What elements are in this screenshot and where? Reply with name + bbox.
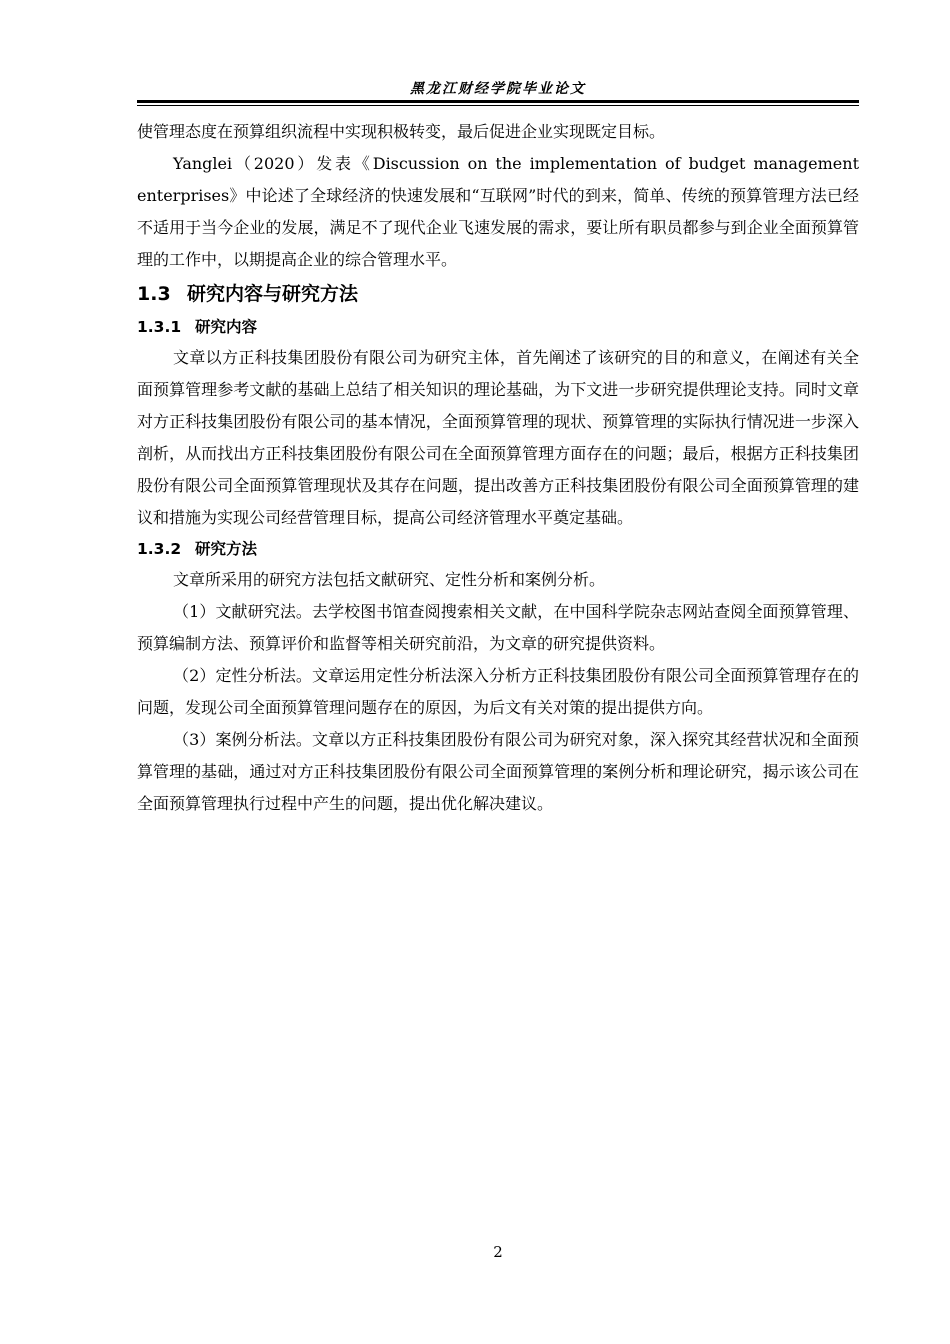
paragraph-methods-intro: 文章所采用的研究方法包括文献研究、定性分析和案例分析。	[173, 570, 606, 589]
header-rule-thin	[137, 105, 859, 106]
subsection-number: 1.3.2	[137, 540, 182, 558]
paragraph-method-qualitative: （2）定性分析法。文章运用定性分析法深入分析方正科技集团股份有限公司全面预算管理存在的问题，发现公司全面预算管理问题存在的原因，为后文有关对策的提出提供方向。	[137, 666, 859, 717]
subsection-number: 1.3.1	[137, 318, 182, 336]
page-header-title: 黑龙江财经学院毕业论文	[410, 81, 586, 97]
section-number: 1.3	[137, 283, 171, 305]
page-number: 2	[493, 1243, 503, 1261]
subsection-title: 研究内容	[195, 318, 258, 336]
subsection-title: 研究方法	[195, 540, 258, 558]
paragraph-method-case: （3）案例分析法。文章以方正科技集团股份有限公司为研究对象，深入探究其经营状况和全面预算管理的基础，通过对方正科技集团股份有限公司全面预算管理的案例分析和理论研究，揭示该公司在全面预算管理执行过程中产生的问题，提出优化解决建议。	[137, 730, 859, 813]
subsection-heading-1-3-1	[137, 312, 859, 342]
paragraph-continuation: 使管理态度在预算组织流程中实现积极转变，最后促进企业实现既定目标。	[137, 122, 666, 141]
header-rule-thick	[137, 100, 859, 103]
paragraph-research-content: 文章以方正科技集团股份有限公司为研究主体，首先阐述了该研究的目的和意义，在阐述有关全面预算管理参考文献的基础上总结了相关知识的理论基础，为下文进一步研究提供理论支持。同时文章对方正科技集团股份有限公司的基本情况，全面预算管理的现状、预算管理的实际执行情况进一步深入剖析，从而找出方正科技集团股份有限公司在全面预算管理方面存在的问题；最后，根据方正科技集团股份有限公司全面预算管理现状及其存在问题，提出改善方正科技集团股份有限公司全面预算管理的建议和措施为实现公司经营管理目标，提高公司经济管理水平奠定基础。	[137, 348, 859, 527]
section-heading-1-3	[137, 276, 859, 312]
page-body	[137, 116, 859, 820]
paragraph-method-literature: （1）文献研究法。去学校图书馆查阅搜索相关文献，在中国科学院杂志网站查阅全面预算管理、预算编制方法、预算评价和监督等相关研究前沿，为文章的研究提供资料。	[137, 602, 859, 653]
paragraph-yanglei: Yanglei（2020）发表《Discussion on the implementation of budget management enterprises》中论述了全球经济的快速发展和“互联网”时代的到来，简单、传统的预算管理方法已经不适用于当今企业的发展，满足不了现代企业飞速发展的需求，要让所有职员都参与到企业全面预算管理的工作中，以期提高企业的综合管理水平。	[137, 154, 859, 269]
subsection-heading-1-3-2	[137, 534, 859, 564]
section-title: 研究内容与研究方法	[187, 283, 359, 305]
